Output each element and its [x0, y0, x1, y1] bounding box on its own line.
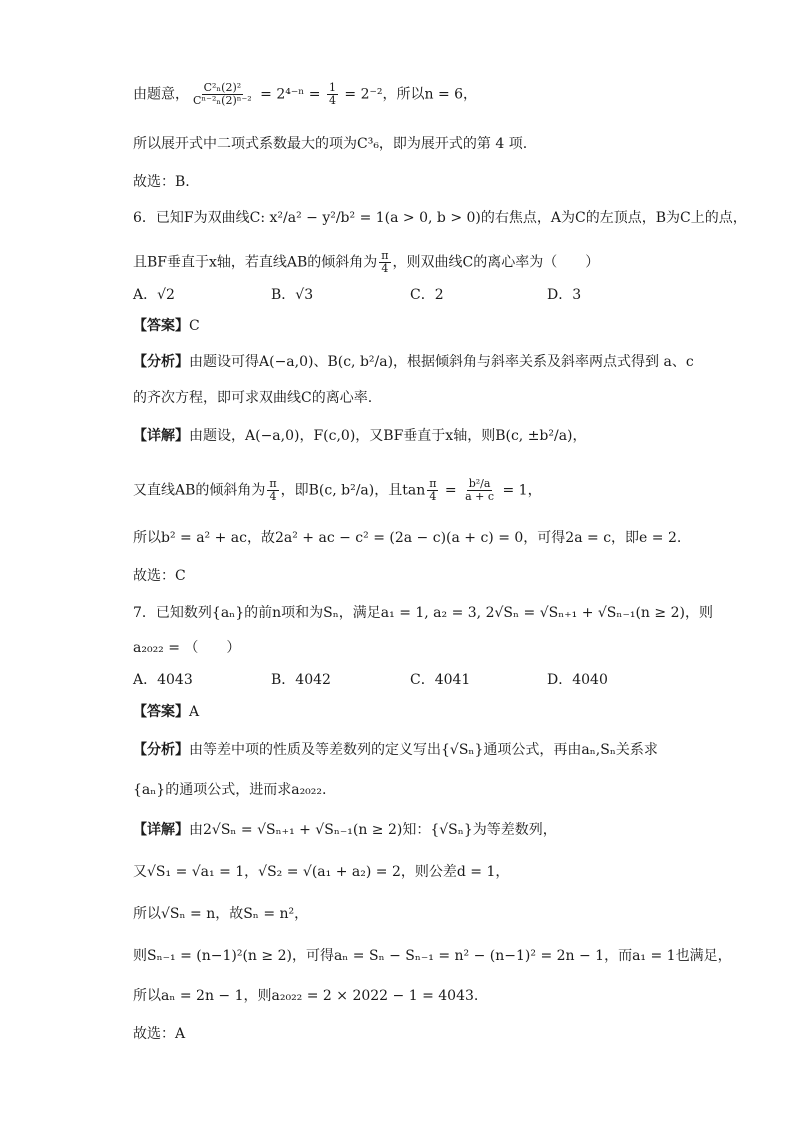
analysis-line-2: 的齐次方程，即可求双曲线C的离心率.	[133, 390, 373, 406]
solution-line-2: 所以展开式中二项式系数最大的项为C³₆，即为展开式的第 4 项.	[133, 136, 528, 152]
analysis-line-1: 【分析】由题设可得A(−a,0)、B(c, b²/a)，根据倾斜角与斜率关系及斜率两点式得到 a、c	[133, 354, 694, 370]
detail-label: 【详解】	[133, 428, 189, 444]
fraction: $\frac{\pi}{4}$	[429, 477, 437, 503]
option-a: A．√2	[133, 287, 175, 303]
option-c: C．2	[410, 287, 444, 303]
detail-line-5: 所以aₙ = 2n − 1，则a₂₀₂₂ = 2 × 2022 − 1 = 4043.	[133, 988, 479, 1004]
answer-line	[133, 702, 199, 722]
answer-label: 【答案】	[133, 318, 189, 334]
text: = 2⁴⁻ⁿ =	[255, 86, 325, 103]
fraction: $\frac{\pi}{4}$	[381, 249, 389, 275]
text: 由题意，	[133, 86, 189, 103]
fraction: $\frac{\text{b²/a}}{a + c}$	[465, 477, 495, 503]
analysis-label: 【分析】	[133, 742, 189, 758]
detail-line-3: 所以b² = a² + ac，故2a² + ac − c² = (2a − c)(a + c) = 0，可得2a = c，即e = 2.	[133, 530, 682, 546]
answer-value: C	[189, 318, 200, 334]
answer-label: 【答案】	[133, 704, 189, 720]
detail-line-1: 【详解】由2√Sₙ = √Sₙ₊₁ + √Sₙ₋₁(n ≥ 2)知：{√Sₙ}为等差数列，	[133, 822, 557, 838]
detail-line-1: 【详解】由题设，A(−a,0)，F(c,0)，又BF垂直于x轴，则B(c, ±b²/a)，	[133, 428, 587, 444]
text: = 2⁻²，所以n = 6，	[339, 86, 478, 103]
detail-line-2: 又直线AB的倾斜角为 $\frac{\pi}{4}$ ，即B(c, b²/a)，且tan $\frac{\pi}{4}$ = $\frac{\text{b²/a}}{a + c}$ = 1，	[133, 477, 542, 503]
question-6-line-1: 6．已知F为双曲线C: x²/a² − y²/b² = 1(a > 0, b > 0)的右焦点，A为C的左顶点，B为C上的点，	[133, 210, 747, 226]
analysis-line-1: 【分析】由等差中项的性质及等差数列的定义写出{√Sₙ}通项公式，再由aₙ,Sₙ关系求	[133, 742, 658, 758]
answer-value: A	[189, 704, 200, 720]
option-b: B．√3	[271, 287, 314, 303]
detail-line-2: 又√S₁ = √a₁ = 1，√S₂ = √(a₁ + a₂) = 2，则公差d = 1，	[133, 864, 510, 880]
detail-line-4: 则Sₙ₋₁ = (n−1)²(n ≥ 2)，可得aₙ = Sₙ − Sₙ₋₁ = n² − (n−1)² = 2n − 1，而a₁ = 1也满足，	[133, 948, 732, 964]
fraction: $\frac{1}{4}$	[328, 81, 336, 107]
answer-line	[133, 316, 200, 336]
option-b: B．4042	[271, 672, 331, 688]
detail-line-3: 所以√Sₙ = n，故Sₙ = n²，	[133, 906, 309, 922]
option-a: A．4043	[133, 672, 193, 688]
choice-line: 故选：C	[133, 568, 186, 584]
detail-label: 【详解】	[133, 822, 189, 838]
option-c: C．4041	[410, 672, 471, 688]
option-d: D．3	[547, 287, 582, 303]
question-7-line-2: a₂₀₂₂ = （ ）	[133, 640, 241, 656]
question-6-line-2: 且BF垂直于x轴，若直线AB的倾斜角为 $\frac{\pi}{4}$ ，则双曲线C的离心率为（ ）	[133, 249, 600, 275]
fraction: $\frac{\pi}{4}$	[269, 477, 277, 503]
choice-line: 故选：B.	[133, 174, 190, 190]
question-7-line-1: 7．已知数列{aₙ}的前n项和为Sₙ，满足a₁ = 1, a₂ = 3, 2√Sₙ = √Sₙ₊₁ + √Sₙ₋₁(n ≥ 2)，则	[133, 605, 713, 621]
solution-line-1	[133, 82, 477, 107]
fraction: $\frac{\text{C²ₙ(2)²}}{\text{Cⁿ⁻²ₙ(2)ⁿ⁻²}}$	[193, 81, 252, 107]
option-d: D．4040	[547, 672, 608, 688]
analysis-line-2: {aₙ}的通项公式，进而求a₂₀₂₂.	[133, 782, 327, 798]
analysis-label: 【分析】	[133, 354, 189, 370]
choice-line: 故选：A	[133, 1026, 186, 1042]
